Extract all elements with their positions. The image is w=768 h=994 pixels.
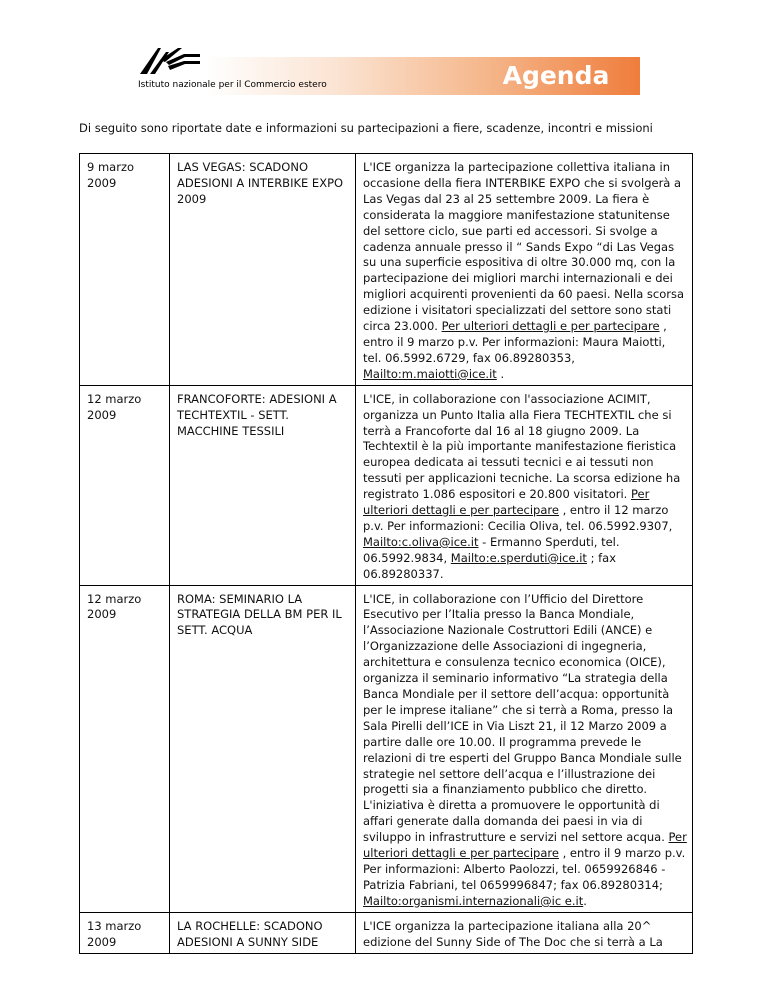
table-row [80, 585, 693, 912]
email-link[interactable]: Mailto:m.maiotti@ice.it [363, 366, 497, 381]
desc-text: L'ICE, in collaborazione con l'associazione ACIMIT, organizza un Punto Italia alla Fiera TECHTEXTIL che si terrà a Francoforte dal 16 al 18 giugno 2009. La Techtextil è la più importante manifestazione fieristica europea dedicata ai tessuti tecnici e ai tessuti non tessuti per applicazioni tecniche. La scorsa edizione ha registrato 1.086 espositori e 20.800 visitatori. [363, 391, 681, 502]
event-title: ROMA: SEMINARIO LA STRATEGIA DELLA BM PER IL SETT. ACQUA [170, 585, 356, 912]
details-link[interactable]: Per ulteriori dettagli e per partecipare [363, 830, 687, 861]
agenda-table [79, 153, 693, 954]
desc-text: . [496, 366, 505, 381]
event-description [356, 154, 693, 386]
desc-text: L'ICE organizza la partecipazione collettiva italiana in occasione della fiera INTERBIKE EXPO che si svolgerà a Las Vegas dal 23 al 25 settembre 2009. La fiera è considerata la maggiore manifestazione statunitense del settore ciclo, sue parti ed accessori. Si svolge a cadenza annuale presso il “ Sands Expo “di Las Vegas su una superficie espositiva di oltre 30.000 mq, con la partecipazione dei migliori marchi internazionali e dei migliori acquirenti provenienti da 60 paesi. Nella scorsa edizione i visitatori specializzati del settore sono stati circa 23.000. [363, 160, 685, 334]
desc-text: , entro il 12 marzo p.v. Per informazioni: Cecilia Oliva, tel. 06.5992.9307, [363, 503, 673, 533]
desc-text: - Ermanno Sperduti, tel. 06.5992.9834, [363, 534, 620, 565]
desc-text: L'ICE, in collaborazione con l’Ufficio del Direttore Esecutivo per l’Italia presso la Banca Mondiale, l’Associazione Nazionale Costruttori Edili (ANCE) e l’Organizzazione delle Associazioni di ingegneria, architettura e consulenza tecnico economica (OICE), organizza il seminario informativo “La strategia della Banca Mondiale per il settore dell’acqua: opportunità per le imprese italiane” che si terrà a Roma, presso la Sala Pirelli dell’ICE in Via Liszt 21, il 12 Marzo 2009 a partire dalle ore 10.00. Il programma prevede le relazioni di tre esperti del Gruppo Banca Mondiale sulle strategie nel settore dell’acqua e l’illustrazione dei progetti sia a finanziamento pubblico che diretto. L'iniziativa è diretta a promuovere le opportunità di affari generate dalla domanda dei paesi in via di sviluppo in infrastrutture e servizi nel settore acqua. [363, 591, 682, 845]
email-link[interactable]: Mailto:e.sperduti@ice.it [450, 550, 587, 565]
banner-title: Agenda [502, 61, 610, 90]
event-description [356, 912, 693, 953]
desc-text: . [583, 893, 587, 908]
table-row [80, 154, 693, 386]
email-link[interactable]: Mailto:organismi.internazionali@ic e.it [363, 893, 584, 908]
event-title: FRANCOFORTE: ADESIONI A TECHTEXTIL - SETT. MACCHINE TESSILI [170, 385, 356, 585]
org-name: Istituto nazionale per il Commercio estero [138, 80, 327, 90]
event-date: 13 marzo 2009 [80, 912, 170, 953]
desc-text: , entro il 9 marzo p.v. Per informazioni: Alberto Paolozzi, tel. 0659926846 - Patrizia Fabriani, tel 0659996847; fax 06.89280314; [363, 846, 686, 892]
event-date: 9 marzo 2009 [80, 154, 170, 386]
table-row [80, 912, 693, 953]
intro-text: Di seguito sono riportate date e informazioni su partecipazioni a fiere, scadenze, incontri e missioni [79, 121, 653, 135]
details-link[interactable]: Per ulteriori dettagli e per partecipare [363, 487, 650, 518]
event-date: 12 marzo 2009 [80, 385, 170, 585]
desc-text: ; fax 06.89280337. [363, 550, 617, 581]
event-description [356, 585, 693, 912]
event-title: LAS VEGAS: SCADONO ADESIONI A INTERBIKE EXPO 2009 [170, 154, 356, 386]
event-description [356, 385, 693, 585]
event-date: 12 marzo 2009 [80, 585, 170, 912]
desc-text: , entro il 9 marzo p.v. Per informazioni: Maura Maiotti, tel. 06.5992.6729, fax 06.89280353, [363, 319, 667, 365]
details-link[interactable]: Per ulteriori dettagli e per partecipare [441, 319, 660, 334]
table-row [80, 385, 693, 585]
email-link[interactable]: Mailto:c.oliva@ice.it [363, 534, 479, 549]
desc-text: L'ICE organizza la partecipazione italiana alla 20^ edizione del Sunny Side of The Doc che si terrà a La [363, 918, 663, 949]
event-title: LA ROCHELLE: SCADONO ADESIONI A SUNNY SIDE [170, 912, 356, 953]
